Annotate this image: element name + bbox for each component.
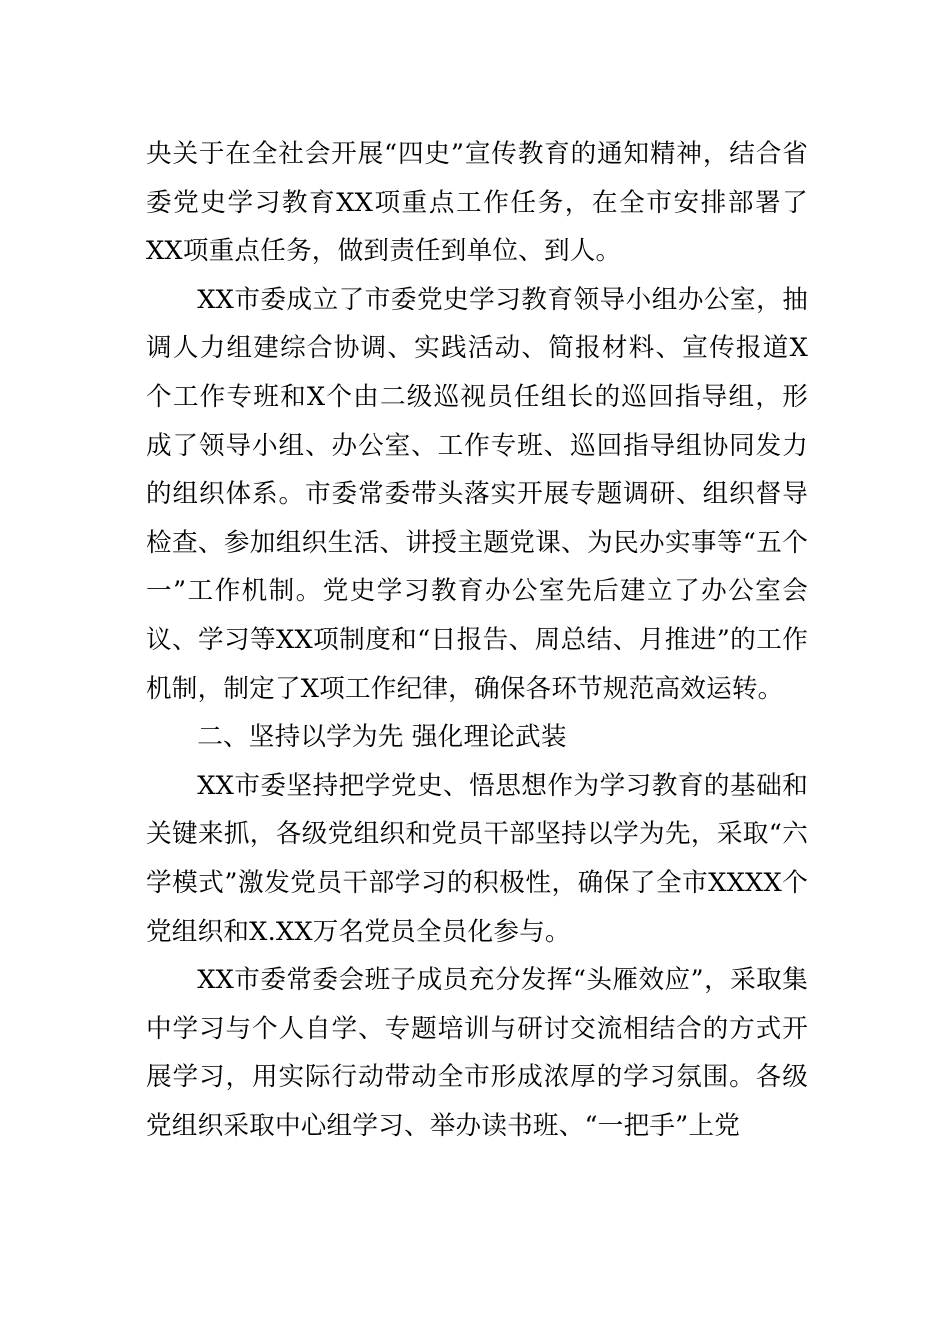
paragraph-continuation: 央关于在全社会开展“四史”宣传教育的通知精神，结合省委党史学习教育XX项重点工作任务，在全市安排部署了XX项重点任务，做到责任到单位、到人。 bbox=[146, 139, 808, 267]
paragraph-organization: XX市委成立了市委党史学习教育领导小组办公室，抽调人力组建综合协调、实践活动、简报材料、宣传报道X个工作专班和X个由二级巡视员任组长的巡回指导组，形成了领导小组、办公室、工作专班、巡回指导组协同发力的组织体系。市委常委带头落实开展专题调研、组织督导检查、参加组织生活、讲授主题党课、为民办实事等“五个一”工作机制。党史学习教育办公室先后建立了办公室会议、学习等XX项制度和“日报告、周总结、月推进”的工作机制，制定了X项工作纪律，确保各环节规范高效运转。 bbox=[146, 284, 808, 704]
paragraph-study-first: XX市委坚持把学党史、悟思想作为学习教育的基础和关键来抓，各级党组织和党员干部坚持以学为先，采取“六学模式”激发党员干部学习的积极性，确保了全市XXXX个党组织和X.XX万名党员全员化参与。 bbox=[146, 770, 808, 947]
section-heading: 二、坚持以学为先 强化理论武装 bbox=[197, 722, 567, 753]
paragraph-standing-committee: XX市委常委会班子成员充分发挥“头雁效应”，采取集中学习与个人自学、专题培训与研讨交流相结合的方式开展学习，用实际行动带动全市形成浓厚的学习氛围。各级党组织采取中心组学习、举办读书班、“一把手”上党 bbox=[146, 965, 808, 1141]
document-body bbox=[146, 130, 808, 1150]
